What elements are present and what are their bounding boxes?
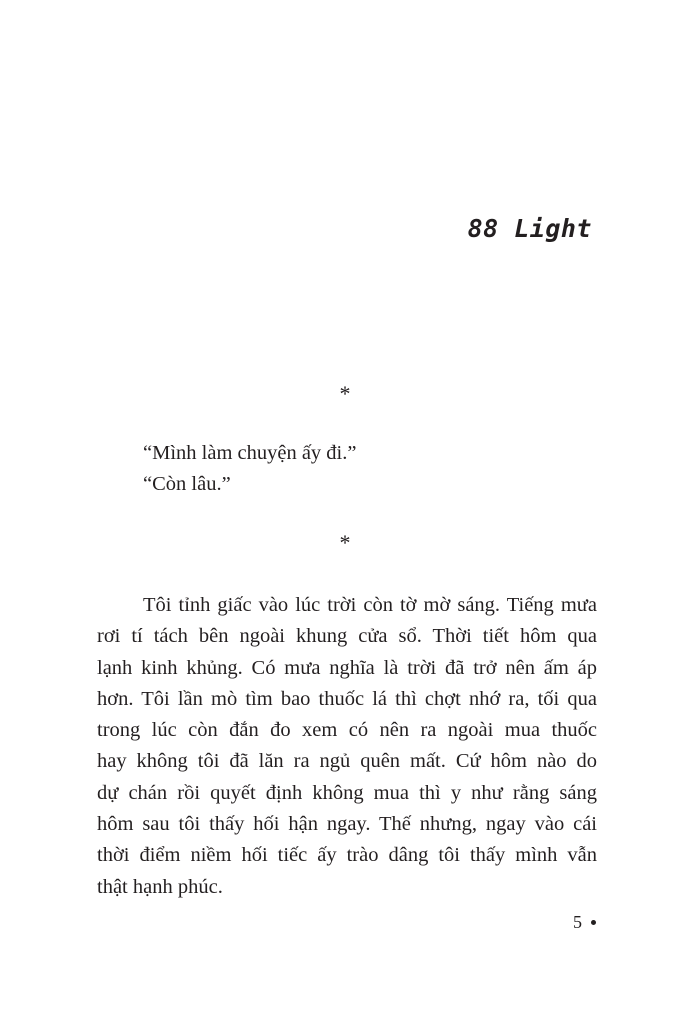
dialogue-line: “Còn lâu.” [143, 473, 231, 495]
dialogue-line: “Mình làm chuyện ấy đi.” [143, 442, 357, 464]
paragraph-line: trong lúc còn đắn đo xem có nên ra ngoài mua thuốc [97, 719, 597, 742]
paragraph-line: thời điểm niềm hối tiếc ấy trào dâng tôi thấy mình vẫn [97, 844, 597, 867]
paragraph-line: rơi tí tách bên ngoài khung cửa sổ. Thời tiết hôm qua [97, 625, 597, 648]
section-separator: * [339, 381, 351, 406]
paragraph-line: thật hạnh phúc. [97, 875, 223, 898]
section-separator: * [339, 530, 351, 555]
page-number-text: 5 [573, 912, 582, 932]
paragraph-line: hơn. Tôi lần mò tìm bao thuốc lá thì chợt nhớ ra, tối qua [97, 687, 597, 710]
bullet-icon [591, 920, 596, 925]
page-number [573, 912, 596, 933]
chapter-title: 88 Light [467, 214, 592, 243]
paragraph-line: lạnh kinh khủng. Có mưa nghĩa là trời đã trở nên ấm áp [97, 656, 597, 679]
paragraph-line: hay không tôi đã lăn ra ngủ quên mất. Cứ hôm nào do [97, 750, 597, 773]
paragraph-line: dự chán rồi quyết định không mua thì y như rằng sáng [97, 781, 597, 804]
dialogue-block [143, 438, 356, 500]
paragraph-line: Tôi tỉnh giấc vào lúc trời còn tờ mờ sáng. Tiếng mưa [143, 594, 597, 616]
paragraph-line: hôm sau tôi thấy hối hận ngay. Thế nhưng, ngay vào cái [97, 813, 597, 836]
body-paragraph [97, 590, 597, 903]
